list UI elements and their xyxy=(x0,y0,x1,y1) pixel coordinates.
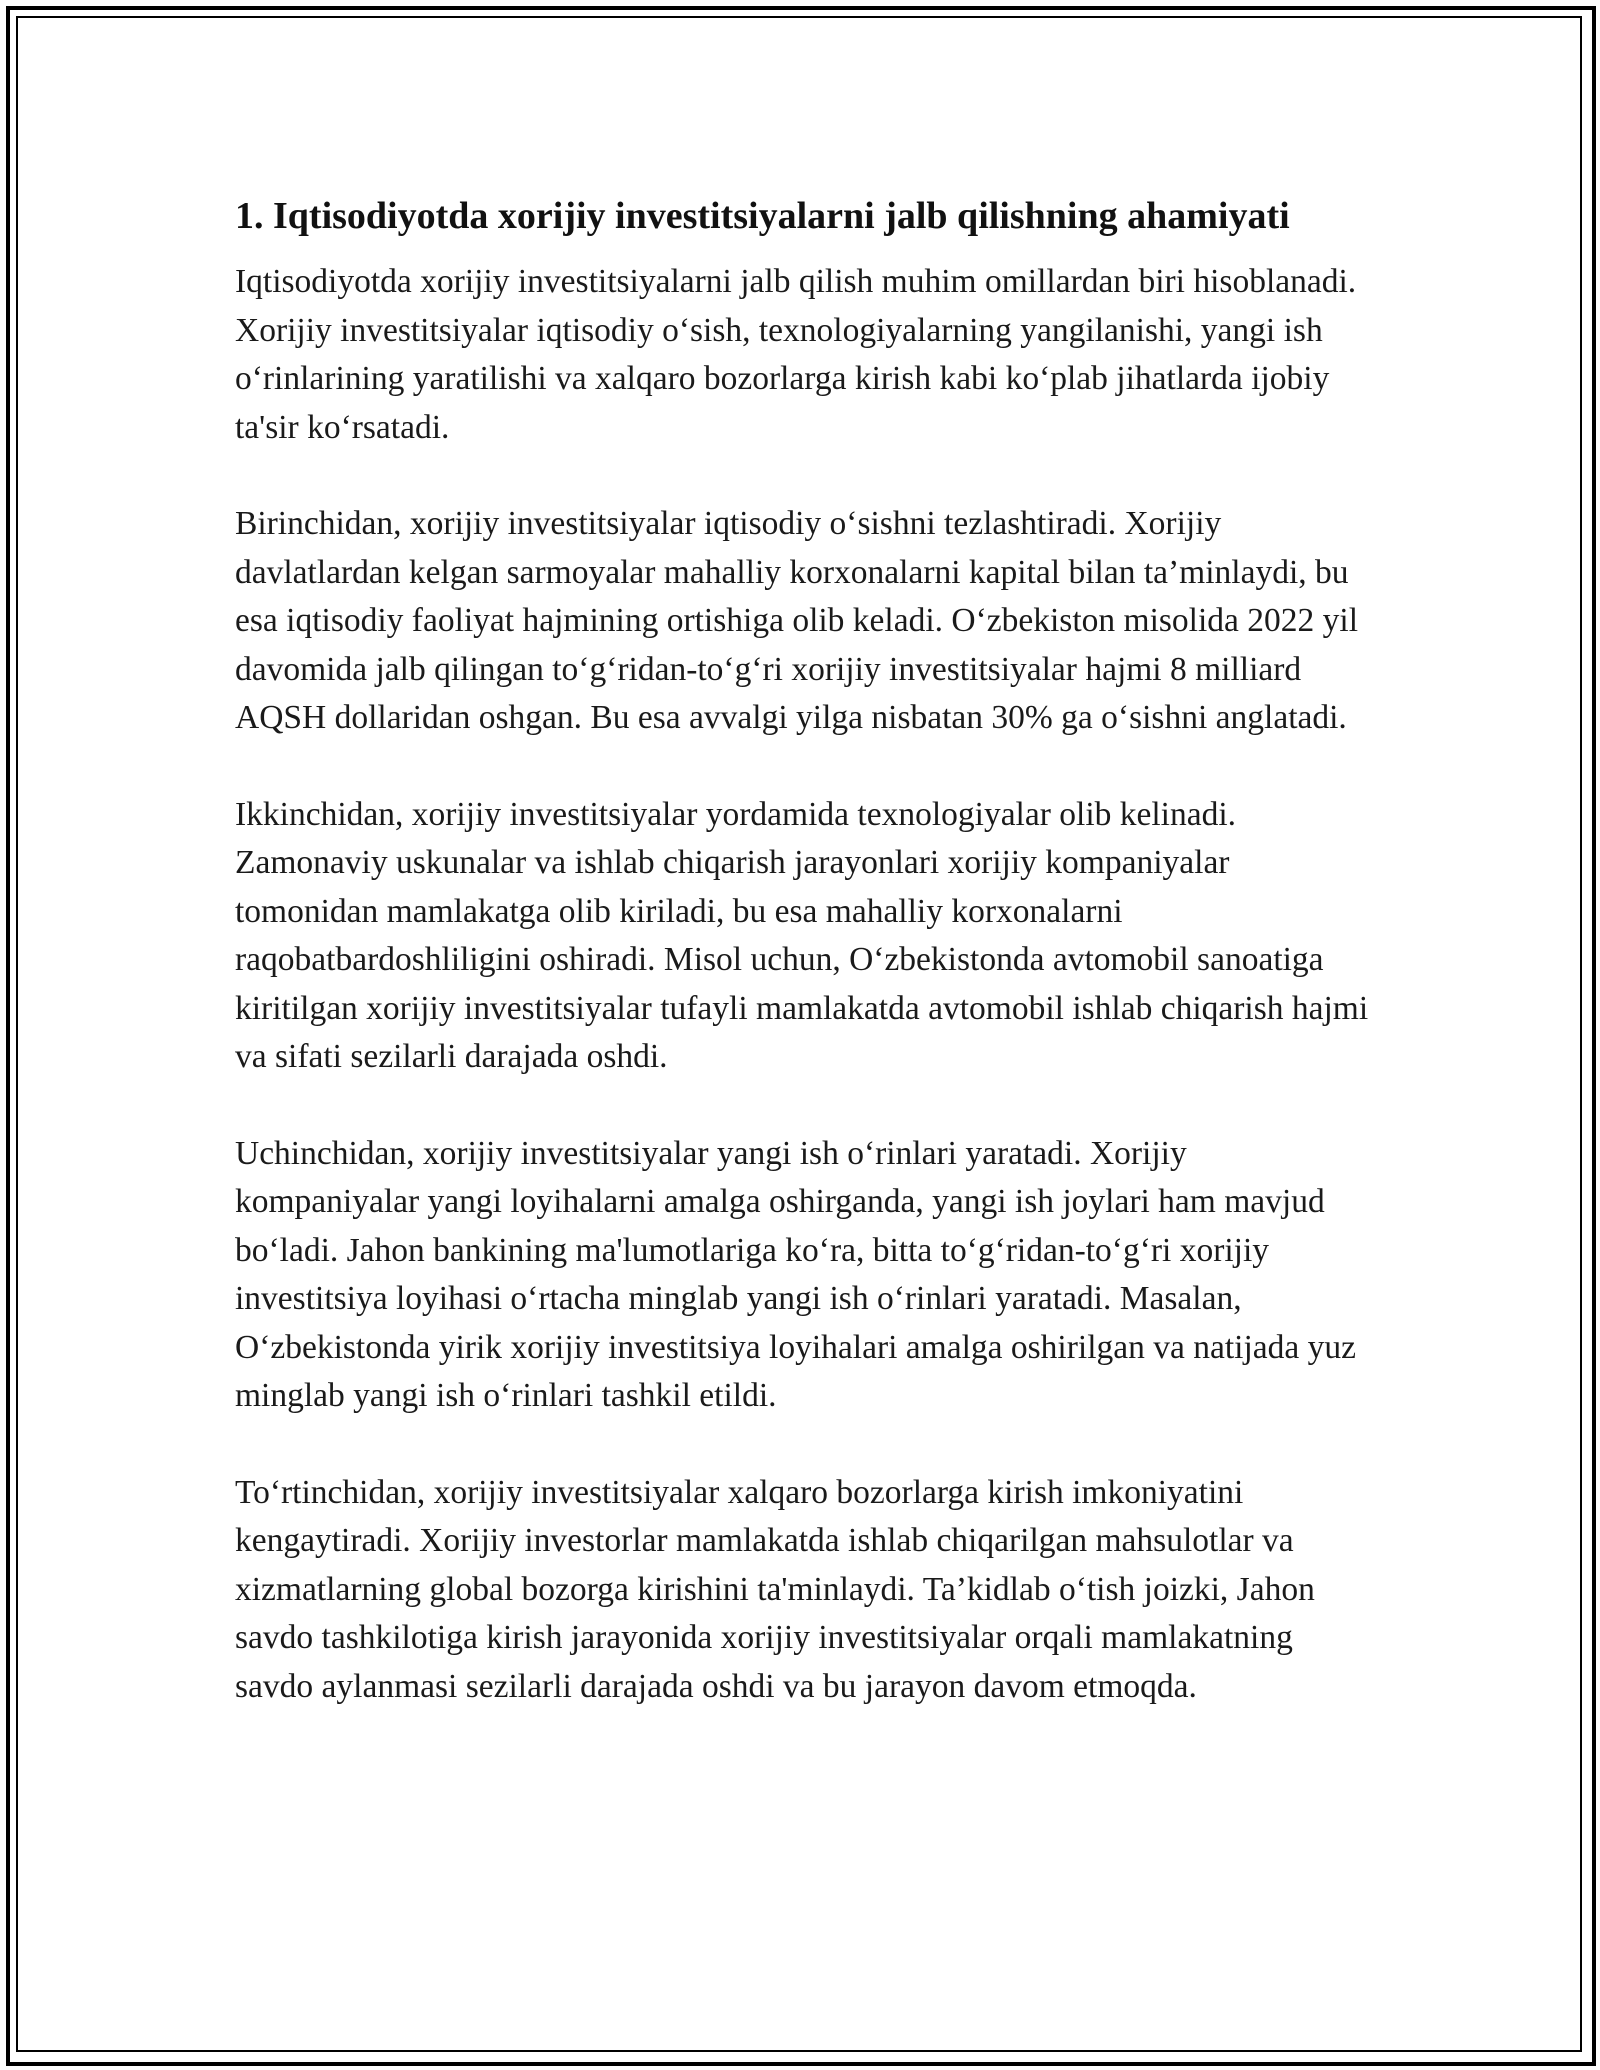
paragraph-second: Ikkinchidan, xorijiy investitsiyalar yordamida texnologiyalar olib kelinadi. Zamonaviy uskunalar va ishlab chiqarish jarayonlari xorijiy kompaniyalar tomonidan mamlakatga olib kiriladi, bu esa mahalliy korxonalarni raqobatbardoshliligini oshiradi. Misol uchun, O‘zbekistonda avtomobil sanoatiga kiritilgan xorijiy investitsiyalar tufayli mamlakatda avtomobil ishlab chiqarish hajmi va sifati sezilarli darajada oshdi. xyxy=(235,795,1369,1075)
paragraph-intro: Iqtisodiyotda xorijiy investitsiyalarni jalb qilish muhim omillardan biri hisoblanadi. Xorijiy investitsiyalar iqtisodiy o‘sish, texnologiyalarning yangilanishi, yangi ish o‘rinlarining yaratilishi va xalqaro bozorlarga kirish kabi ko‘plab jihatlarda ijobiy ta'sir ko‘rsatadi. xyxy=(235,263,1357,446)
paragraph-third: Uchinchidan, xorijiy investitsiyalar yangi ish o‘rinlari yaratadi. Xorijiy kompaniyalar yangi loyihalarni amalga oshirganda, yangi ish joylari ham mavjud bo‘ladi. Jahon bankining ma'lumotlariga ko‘ra, bitta to‘g‘ridan-to‘g‘ri xorijiy investitsiya loyihasi o‘rtacha minglab yangi ish o‘rinlari yaratadi. Masalan, O‘zbekistonda yirik xorijiy investitsiya loyihalari amalga oshirilgan va natijada yuz minglab yangi ish o‘rinlari tashkil etildi. xyxy=(235,1134,1357,1414)
section-heading: 1. Iqtisodiyotda xorijiy investitsiyalarni jalb qilishning ahamiyati xyxy=(235,195,1290,237)
paragraph-first: Birinchidan, xorijiy investitsiyalar iqtisodiy o‘sishni tezlashtiradi. Xorijiy davlatlardan kelgan sarmoyalar mahalliy korxonalarni kapital bilan ta’minlaydi, bu esa iqtisodiy faoliyat hajmining ortishiga olib keladi. O‘zbekiston misolida 2022 yil davomida jalb qilingan to‘g‘ridan-to‘g‘ri xorijiy investitsiyalar hajmi 8 milliard AQSH dollaridan oshgan. Bu esa avvalgi yilga nisbatan 30% ga o‘sishni anglatadi. xyxy=(235,505,1359,736)
document-body xyxy=(235,188,1375,1711)
paragraph-fourth: To‘rtinchidan, xorijiy investitsiyalar xalqaro bozorlarga kirish imkoniyatini kengaytiradi. Xorijiy investorlar mamlakatda ishlab chiqarilgan mahsulotlar va xizmatlarning global bozorga kirishini ta'minlaydi. Ta’kidlab o‘tish joizki, Jahon savdo tashkilotiga kirish jarayonida xorijiy investitsiyalar orqali mamlakatning savdo aylanmasi sezilarli darajada oshdi va bu jarayon davom etmoqda. xyxy=(235,1473,1315,1705)
